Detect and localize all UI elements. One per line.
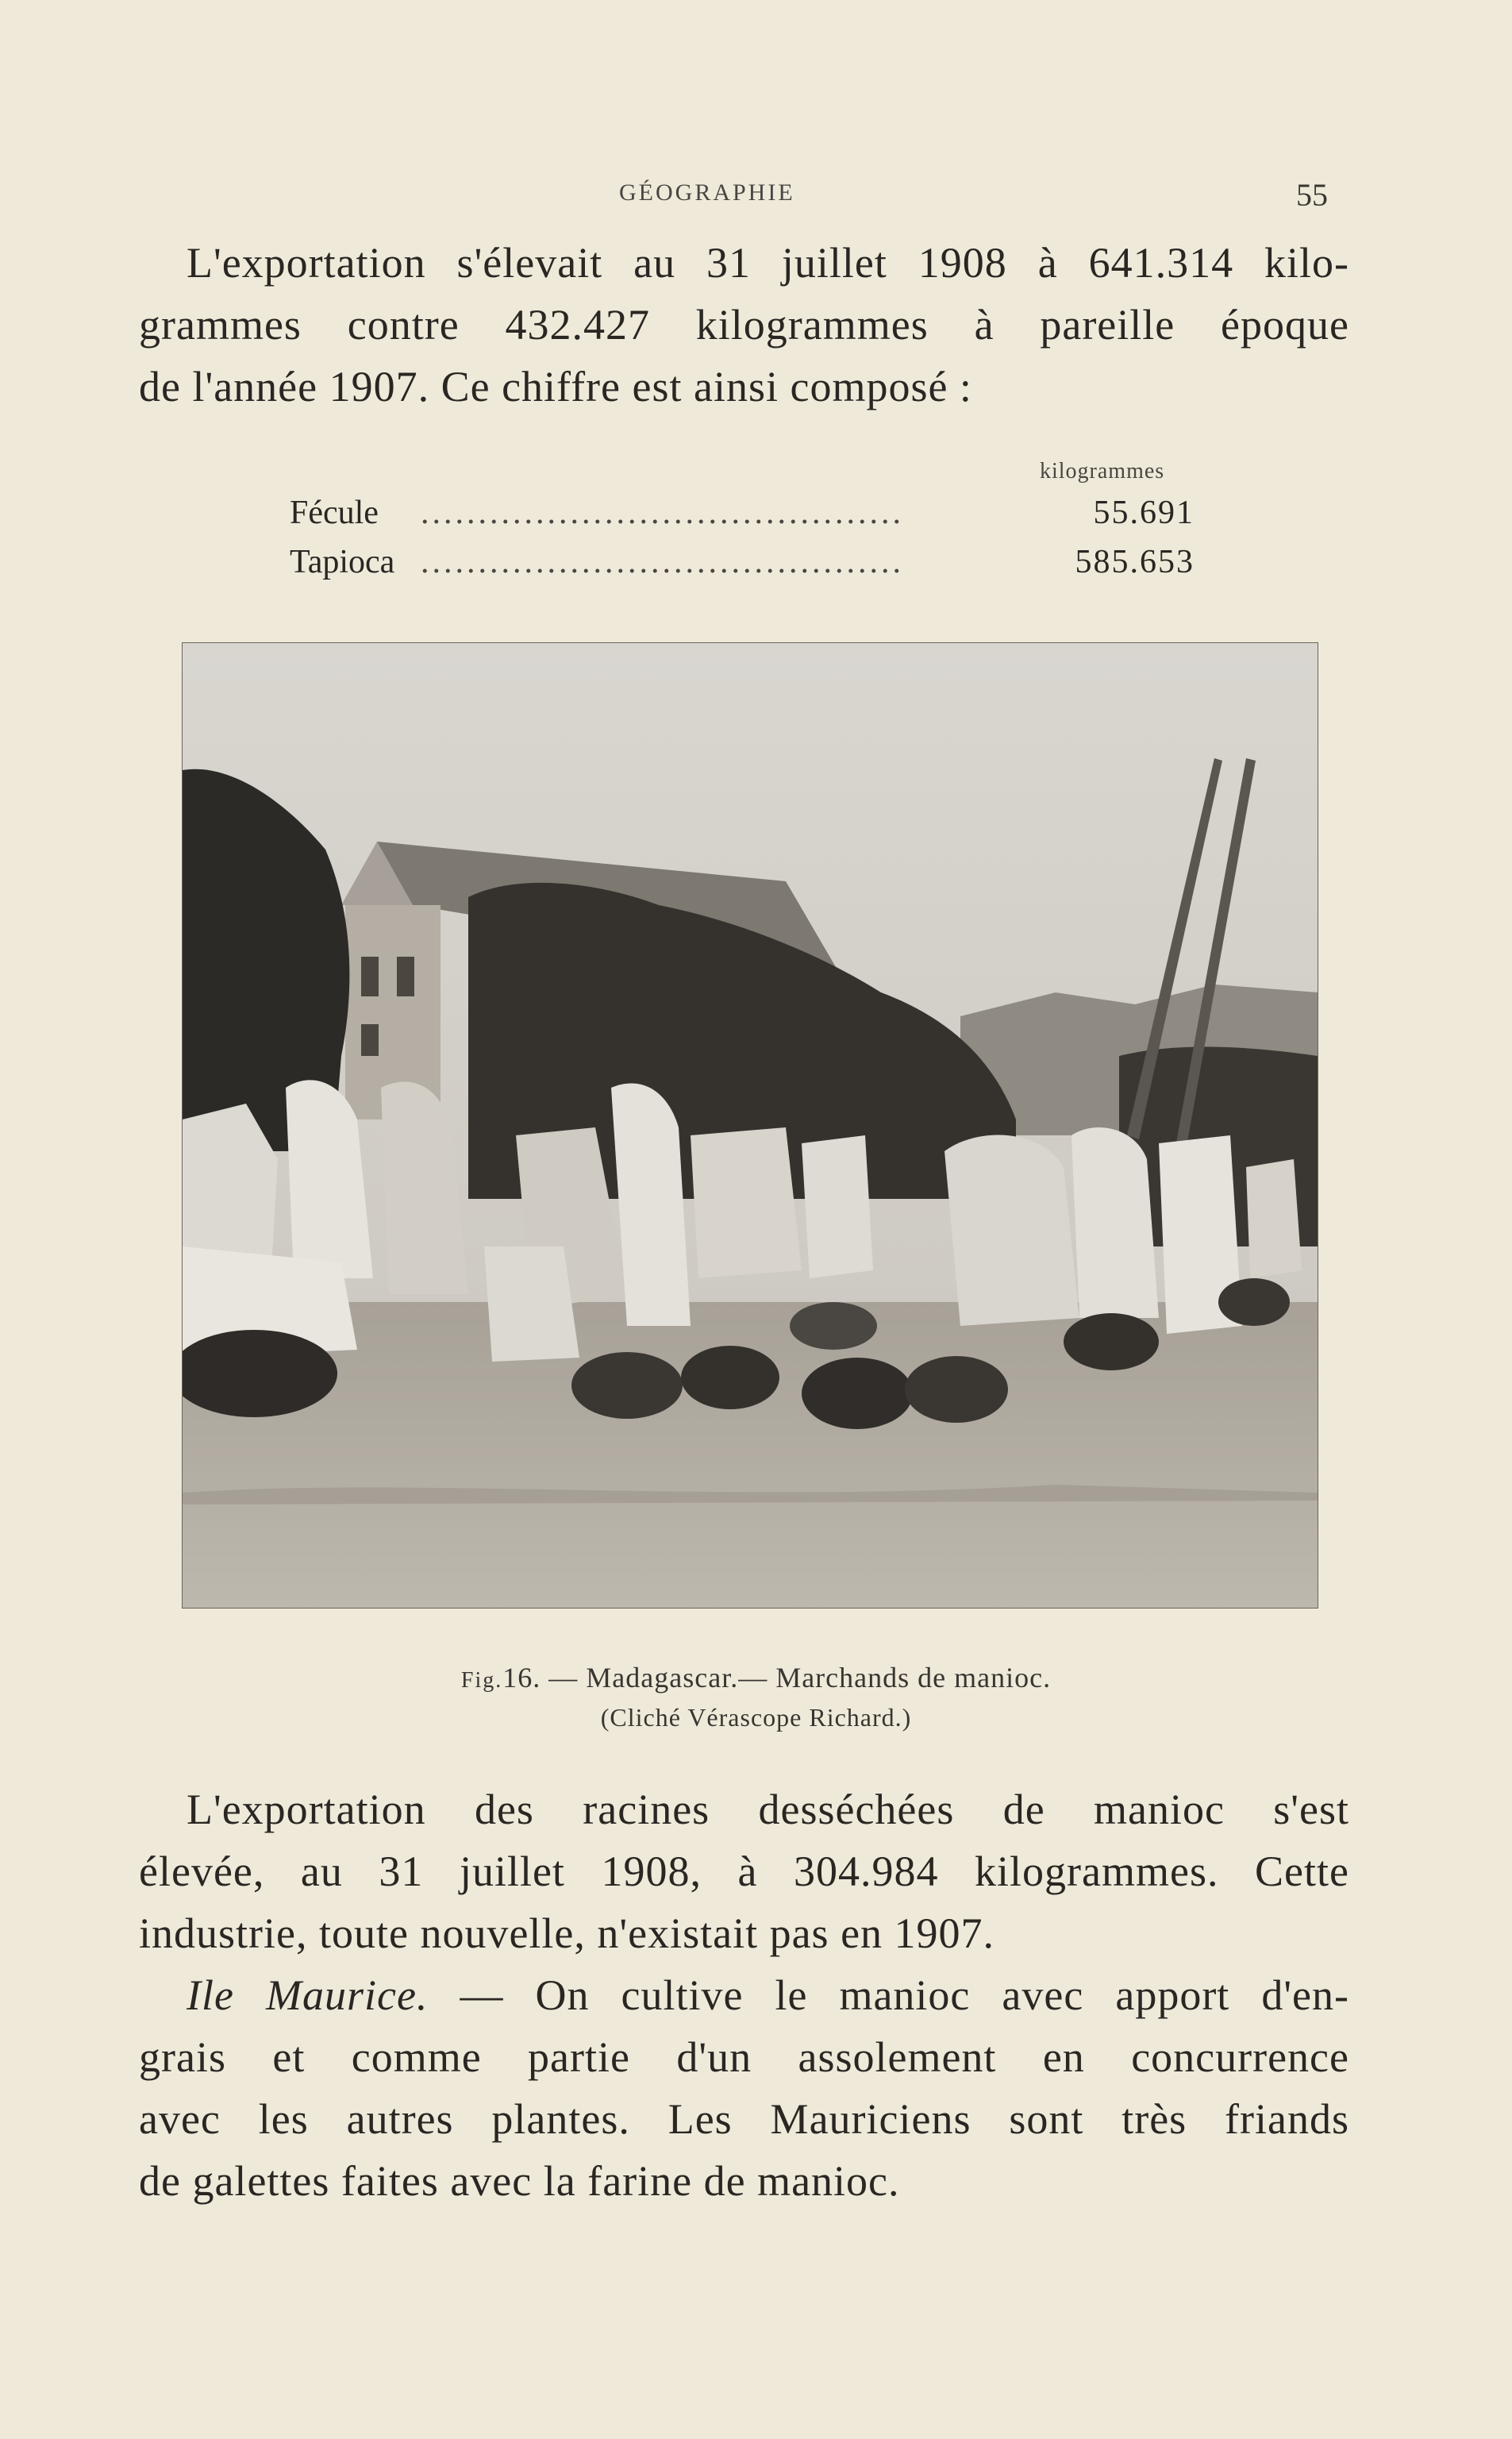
photo-illustration bbox=[183, 643, 1318, 1608]
paragraph-export-total bbox=[139, 232, 1349, 418]
table-row-name: Fécule bbox=[290, 495, 379, 531]
paragraph-ile-maurice bbox=[139, 1964, 1349, 2212]
figure-caption bbox=[0, 1661, 1512, 1694]
figure-label: Fig. bbox=[460, 1668, 503, 1693]
text-line: avec les autres plantes. Les Mauriciens sont très friands bbox=[139, 2095, 1349, 2143]
page-number: 55 bbox=[1296, 177, 1328, 213]
caption-separator: — bbox=[541, 1662, 587, 1693]
paragraph-dried-roots bbox=[139, 1778, 1349, 1964]
text-line: de galettes faites avec la farine de manioc. bbox=[139, 2157, 900, 2205]
building-window bbox=[361, 957, 379, 996]
leader-dots: .......................................... bbox=[421, 495, 904, 531]
table-row-name: Tapioca bbox=[290, 544, 395, 580]
running-head: GÉOGRAPHIE bbox=[619, 179, 795, 206]
table-row-fecule bbox=[290, 494, 1195, 538]
figure-number: 16. bbox=[502, 1662, 541, 1693]
italic-heading: Ile Maurice. bbox=[187, 1971, 429, 2019]
text-line: grammes contre 432.427 kilogrammes à pareille époque bbox=[139, 301, 1349, 349]
text-line: industrie, toute nouvelle, n'existait pas en 1907. bbox=[139, 1909, 995, 1957]
text-line: de l'année 1907. Ce chiffre est ainsi composé : bbox=[139, 363, 972, 410]
text-line: grais et comme partie d'un assolement en concurrence bbox=[139, 2033, 1349, 2081]
text-line: L'exportation s'élevait au 31 juillet 1908 à 641.314 kilo- bbox=[187, 239, 1349, 287]
table-row-value: 585.653 bbox=[1075, 544, 1195, 580]
figure-credit: (Cliché Vérascope Richard.) bbox=[600, 1703, 912, 1732]
building-window bbox=[361, 1024, 379, 1056]
building-window bbox=[397, 957, 414, 996]
text-line: L'exportation des racines desséchées de manioc s'est bbox=[187, 1786, 1349, 1833]
page-header bbox=[0, 176, 1512, 213]
figure-title: Madagascar.— Marchands de manioc. bbox=[586, 1662, 1052, 1693]
leader-dots: .......................................... bbox=[421, 544, 904, 580]
text-line bbox=[139, 1964, 1349, 2026]
market-photograph bbox=[183, 643, 1318, 1608]
lead-text: — On cultive le manioc avec apport d'en- bbox=[428, 1971, 1350, 2019]
table-row-value: 55.691 bbox=[1093, 495, 1195, 531]
text-line: élevée, au 31 juillet 1908, à 304.984 kilogrammes. Cette bbox=[139, 1848, 1349, 1895]
table-unit-label: kilogrammes bbox=[1040, 459, 1165, 484]
table-row-tapioca bbox=[290, 543, 1195, 588]
